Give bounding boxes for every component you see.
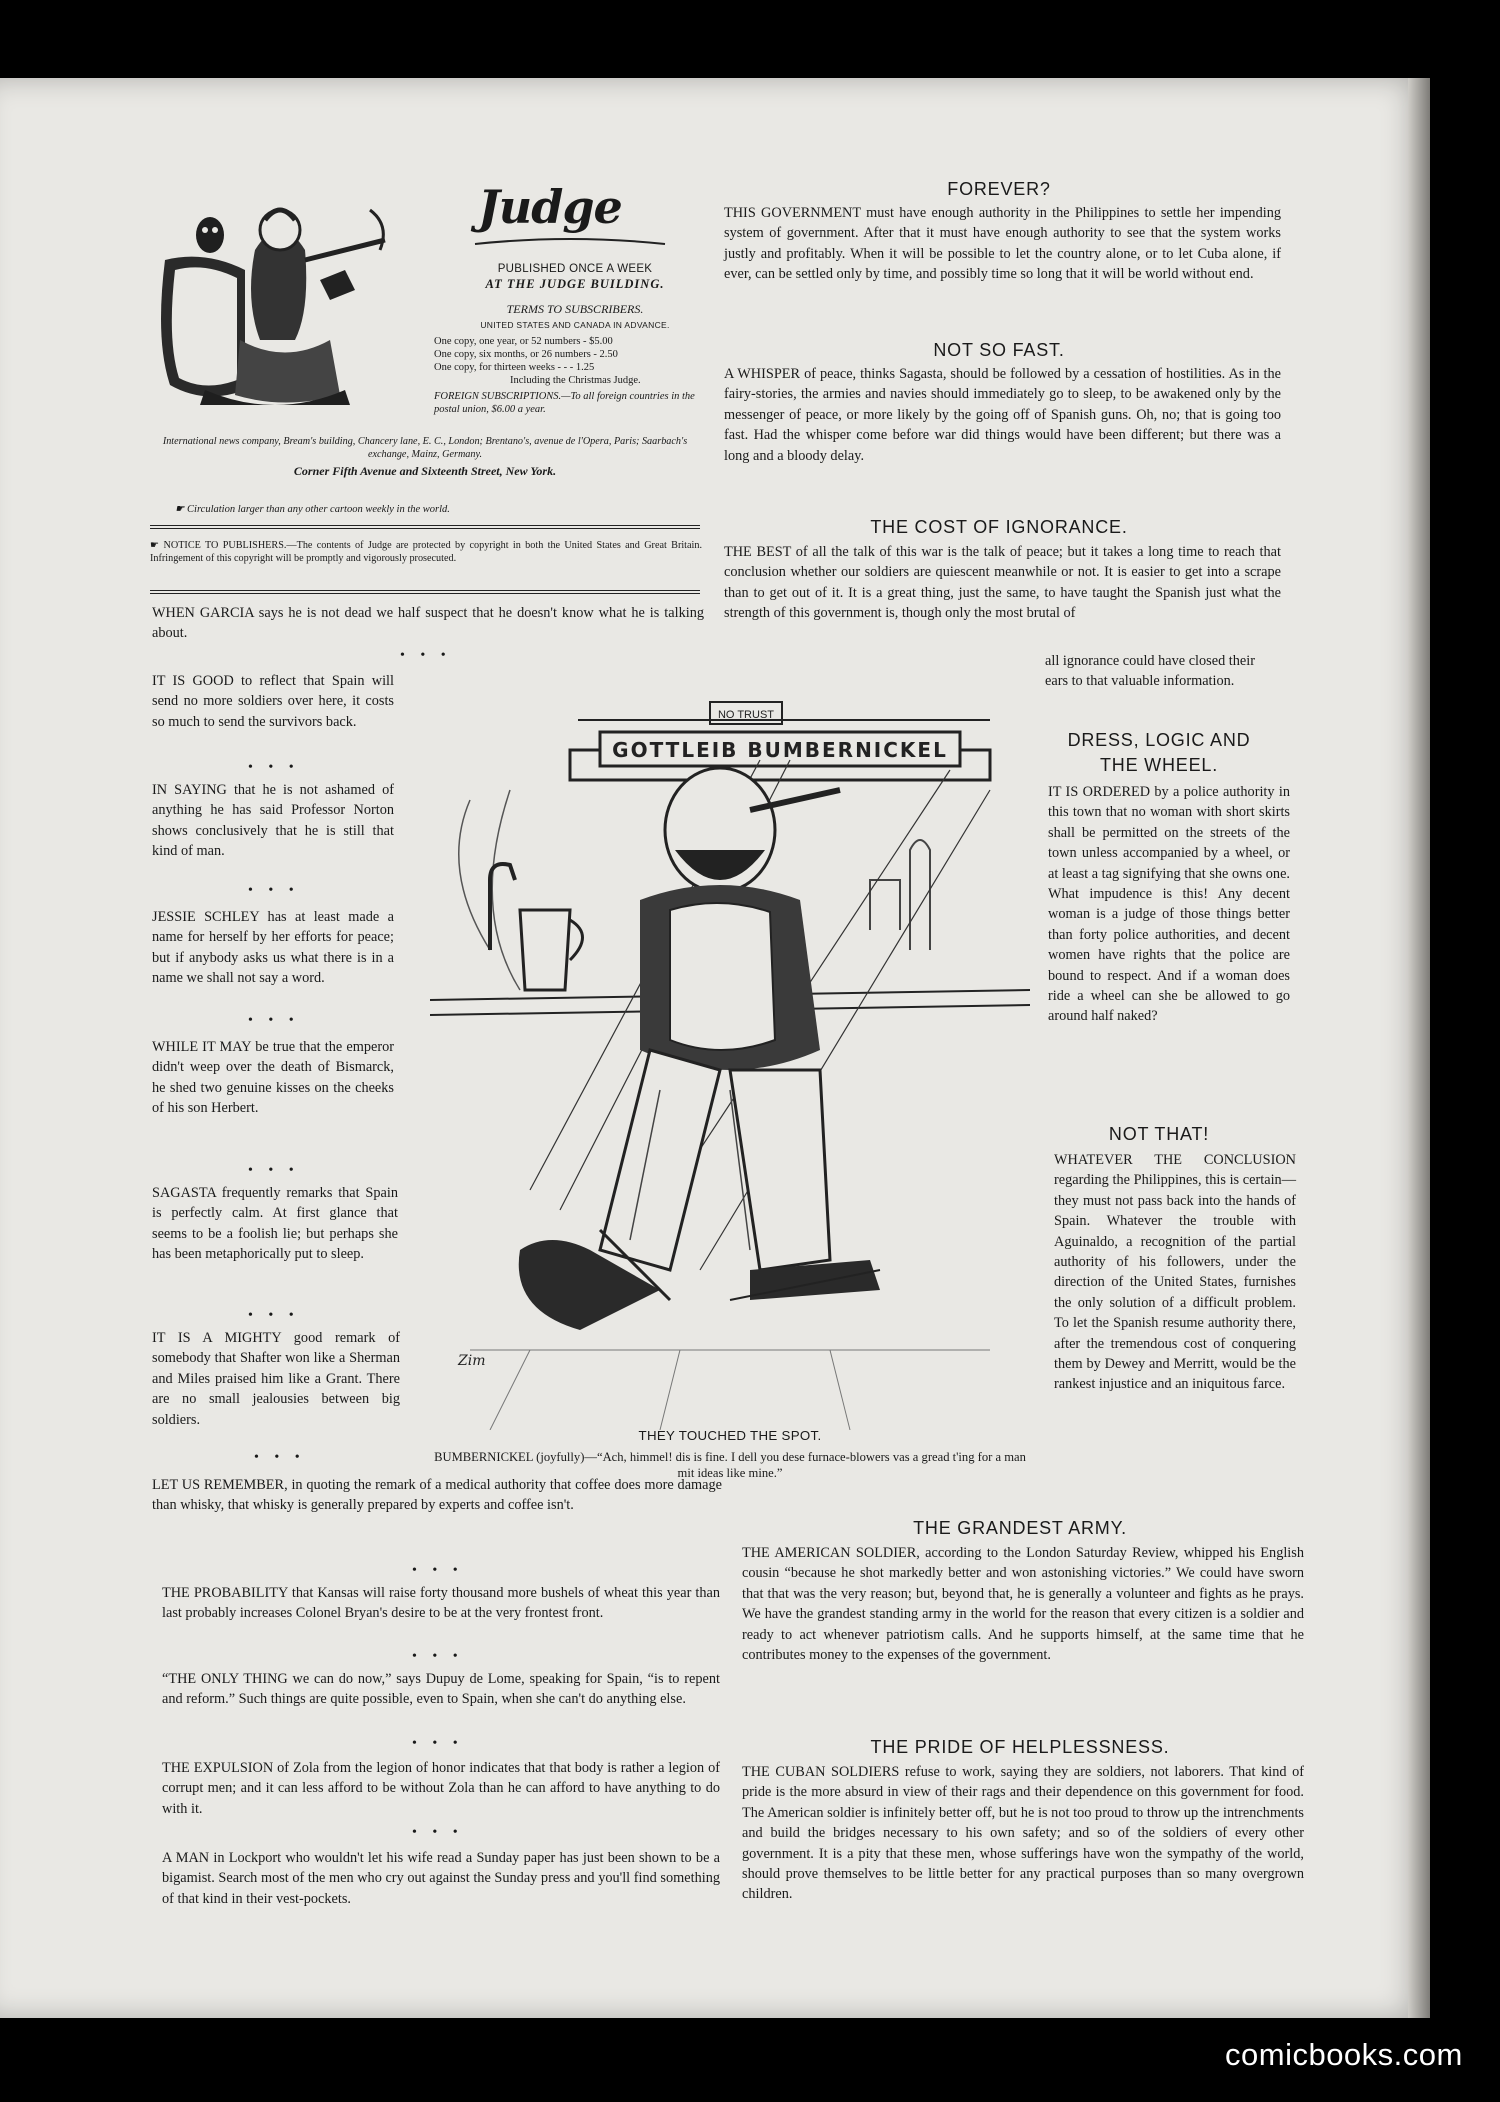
heading-forever: FOREVER? (947, 179, 1051, 199)
heading-pride-of-helplessness: THE PRIDE OF HELPLESSNESS. (870, 1737, 1170, 1757)
masthead-underline (470, 236, 670, 250)
article-pride-of-helplessness: THE CUBAN SOLDIERS refuse to work, saying they are soldiers, not laborers. That kind of pride is the more absurd in view of their rags and their dependence on this government for food. The American soldier is infinitely better off, but he is not too proud to throw up the intrenchments and build the bridges necessary to his own safety; and so of the soldiers of every other government. It is a pity that these men, whose sufferings have won the sympathy of the world, should prove themselves to be little better for any practical purposes than so many overgrown children. (742, 1764, 1304, 1903)
separator-dots: • • • (412, 1736, 464, 1751)
article-forever: THIS GOVERNMENT must have enough authority in the Philippines to settle her impending system of government. After that it must have enough authority to see that the system works justly and profitably. When it will be possible to let the country alone, or to let Cuba alone, if ever, can be settled only by time, and possibly time so long that it will be world without end. (724, 205, 1281, 283)
masthead-published: PUBLISHED ONCE A WEEK (497, 263, 653, 275)
article-cost-of-ignorance-b: all ignorance could have closed their ears to that valuable information. (1045, 653, 1255, 690)
separator-dots: • • • (248, 883, 300, 898)
left-item-let-us-remember (152, 1475, 722, 1516)
separator-dots: • • • (412, 1649, 464, 1664)
masthead-rule-1 (150, 525, 700, 526)
separator-dots: • • • (248, 760, 300, 775)
article-not-that: WHATEVER THE CONCLUSION regarding the Philippines, this is certain—they must not pass back into the hands of Spain. Whatever the trouble with Aguinaldo, a recognition of the partial authority of his followers, under the direction of the United States, furnishes the only solution of a difficult problem. To let the Spanish resume authority there, after the tremendous cost of conquering them by Dewey and Merritt, would be the rankest injustice and an iniquitous farce. (1054, 1152, 1296, 1393)
masthead-advance: UNITED STATES AND CANADA IN ADVANCE. (480, 320, 670, 330)
page-spine (1408, 78, 1430, 2018)
heading-grandest-army: THE GRANDEST ARMY. (913, 1518, 1127, 1538)
left-item-garcia: WHEN GARCIA says he is not dead we half suspect that he doesn't know what he is talking about. (152, 605, 704, 642)
masthead-rule-2 (150, 528, 700, 529)
cartoon-illustration (430, 650, 1030, 1430)
masthead-building: AT THE JUDGE BUILDING. (485, 277, 665, 291)
separator-dots: • • • (412, 1563, 464, 1578)
left-item-let-us-remember-text: LET US REMEMBER, in quoting the remark of a medical authority that coffee does more damage than whisky, that whisky is generally prepared by experts and coffee isn't. (152, 1477, 722, 1514)
pointing-hand-icon: ☛ (175, 504, 185, 515)
left-item-jessie-schley: JESSIE SCHLEY has at least made a name for herself by her efforts for peace; but if anybody asks us what there is in a name we shall not say a word. (152, 909, 394, 987)
article-not-so-fast: A WHISPER of peace, thinks Sagasta, should be followed by a cessation of hostilities. As in the fairy-stories, the armies and navies should immediately go to sleep, to be awakened only by the messenger of peace, or more likely by the going off of Spanish guns. Oh, no; that is going too fast. Had the whisper come before war did things would have been different; but there was a long and a bloody delay. (724, 366, 1281, 464)
notice-text: NOTICE TO PUBLISHERS.—The contents of Judge are protected by copyright in both the United States and Great Britain. Infringement of this copyright will be promptly and vigorously prosecuted. (150, 540, 702, 564)
masthead-notice (150, 539, 702, 565)
left-item-in-saying: IN SAYING that he is not ashamed of anything he has said Professor Norton shows conclusively that he is still that kind of man. (152, 782, 394, 860)
cartoon-artist-signature: Zim (458, 1353, 486, 1369)
separator-dots: • • • (400, 648, 452, 663)
left-item-probability: THE PROBABILITY that Kansas will raise forty thousand more bushels of wheat this year than last probably increases Colonel Bryan's desire to be at the very frontest front. (162, 1585, 720, 1622)
heading-dress-logic: DRESS, LOGIC AND (1067, 730, 1251, 750)
masthead-terms: TERMS TO SUBSCRIBERS. (506, 302, 644, 316)
masthead-rate-1: One copy, one year, or 52 numbers - $5.00 (434, 336, 613, 347)
article-cost-of-ignorance-a: THE BEST of all the talk of this war is the talk of peace; but it takes a long time to reach that conclusion whether our soldiers are quiescent meanwhile or not. It is easier to get into a scrape than to get out of it. It is a great thing, just the same, to have taught the Spanish just what the strength of this government is, though only the most brutal of (724, 544, 1281, 622)
pointing-hand-icon: ☛ (150, 540, 160, 551)
left-item-expulsion: THE EXPULSION of Zola from the legion of honor indicates that that body is rather a legion of corrupt men; and it can less afford to be without Zola than he can afford to have anything to do with it. (162, 1760, 720, 1817)
masthead-agents: International news company, Bream's building, Chancery lane, E. C., London; Brentano's, avenue de l'Opera, Paris; Saarbach's exchange, Mainz, Germany. (162, 436, 688, 460)
separator-dots: • • • (248, 1308, 300, 1323)
left-item-it-is-good: IT IS GOOD to reflect that Spain will send no more soldiers over here, it costs so much to send the survivors back. (152, 673, 394, 730)
masthead-foreign: FOREIGN SUBSCRIPTIONS.—To all foreign countries in the postal union, $6.00 a year. (434, 391, 695, 415)
left-item-only-thing: “THE ONLY THING we can do now,” says Dupuy de Lome, speaking for Spain, “is to repent and reform.” Such things are quite possible, even to Spain, when she can't do anything else. (162, 1671, 720, 1708)
cartoon-caption: BUMBERNICKEL (joyfully)—“Ach, himmel! dis is fine. I dell you dese furnace-blowers vas a gread t'ing for a man mit ideas like mine.” (434, 1450, 1026, 1480)
article-grandest-army: THE AMERICAN SOLDIER, according to the London Saturday Review, whipped his English cousin “because he shot markedly better and won astonishing victories.” We could have sworn that that was the very reason; but, beyond that, he is generally a volunteer and fights as he prays. We have the grandest standing army in the world for the reason that every citizen is a soldier and ready to act whenever patriotism calls. And he supports himself, at the same time that he contributes money to the expenses of the government. (742, 1545, 1304, 1664)
separator-dots: • • • (254, 1450, 306, 1465)
masthead-rule-3 (150, 590, 700, 591)
masthead-title: Judge (478, 180, 622, 234)
masthead-rule-4 (150, 593, 700, 594)
left-item-lockport: A MAN in Lockport who wouldn't let his wife read a Sunday paper has just been shown to be a bigamist. Search most of the men who cry out against the Sunday press and you'll find something of that kind in their vest-pockets. (162, 1850, 720, 1907)
left-item-mighty: IT IS A MIGHTY good remark of somebody that Shafter won like a Sherman and Miles praised him like a Grant. There are no small jealousies between big soldiers. (152, 1330, 400, 1428)
judge-masthead-illustration (145, 190, 407, 412)
masthead-address: Corner Fifth Avenue and Sixteenth Street, New York. (293, 464, 557, 478)
masthead-rate-2: One copy, six months, or 26 numbers - 2.50 (434, 349, 618, 360)
heading-cost-of-ignorance: THE COST OF IGNORANCE. (870, 517, 1128, 537)
heading-not-that: NOT THAT! (1108, 1124, 1210, 1144)
left-item-sagasta: SAGASTA frequently remarks that Spain is perfectly calm. At first glance that seems to be a foolish lie; but perhaps she has been metaphorically put to sleep. (152, 1185, 398, 1263)
separator-dots: • • • (248, 1013, 300, 1028)
left-item-while-it-may: WHILE IT MAY be true that the emperor didn't weep over the death of Bismarck, he shed two genuine kisses on the cheeks of his son Herbert. (152, 1039, 394, 1117)
masthead-circulation (175, 503, 695, 516)
circulation-text: Circulation larger than any other cartoon weekly in the world. (187, 504, 450, 515)
cartoon-sign-top: NO TRUST (717, 709, 775, 721)
watermark-logo: comicbooks.com (1225, 2037, 1463, 2072)
cartoon-sign: GOTTLEIB BUMBERNICKEL (612, 738, 948, 762)
heading-not-so-fast: NOT SO FAST. (933, 340, 1065, 360)
article-dress-logic: IT IS ORDERED by a police authority in this town that no woman with short skirts shall be permitted on the streets of the town unless accompanied by a wheel, or at least a tag signifying that she owns one. What impudence is this! Any decent woman is a judge of those things better than forty police authorities, and decent women have rights that the police are bound to respect. And if a woman does ride a wheel can she be allowed to go around half naked? (1048, 784, 1290, 1025)
separator-dots: • • • (412, 1825, 464, 1840)
masthead-rate-4: Including the Christmas Judge. (510, 375, 641, 386)
masthead-rate-3: One copy, for thirteen weeks - - - 1.25 (434, 362, 595, 373)
cartoon-title: THEY TOUCHED THE SPOT. (638, 1428, 822, 1443)
heading-the-wheel: THE WHEEL. (1099, 755, 1218, 775)
separator-dots: • • • (248, 1163, 300, 1178)
